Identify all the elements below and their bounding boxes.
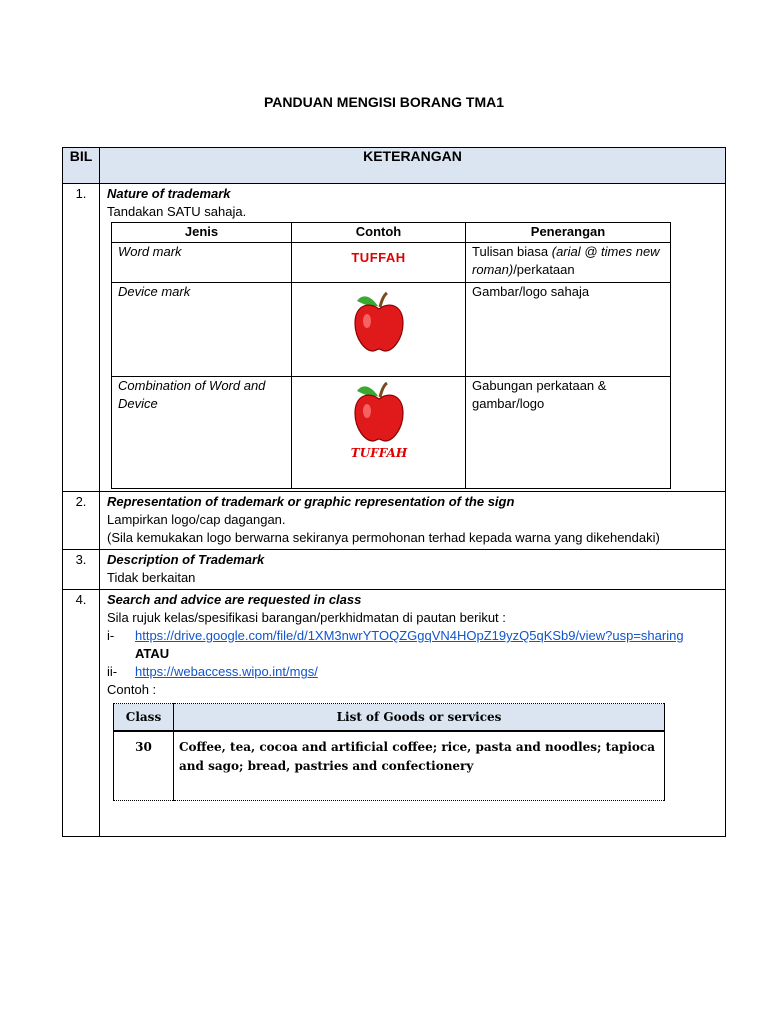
row-text-1: Lampirkan logo/cap dagangan. xyxy=(107,512,286,527)
jenis-combination: Combination of Word and Device xyxy=(112,377,292,489)
row-2-content xyxy=(100,492,726,550)
col-goods: List of Goods or services xyxy=(174,704,665,732)
trademark-types-table xyxy=(111,222,671,489)
spacer xyxy=(107,645,135,663)
row-4 xyxy=(63,590,726,837)
row-intro: Sila rujuk kelas/spesifikasi barangan/perkhidmatan di pautan berikut : xyxy=(107,610,506,625)
row-1-content xyxy=(100,184,726,492)
col-jenis: Jenis xyxy=(112,223,292,243)
goods-table xyxy=(113,703,665,801)
row-number: 3. xyxy=(63,550,100,590)
jenis-word-mark: Word mark xyxy=(112,243,292,283)
penerangan-word-mark xyxy=(466,243,671,283)
header-bil: BIL xyxy=(63,148,100,184)
penerangan-device-mark: Gambar/logo sahaja xyxy=(466,283,671,377)
device-mark-example xyxy=(292,283,466,377)
list-marker: i- xyxy=(107,628,115,643)
goods-text: Coffee, tea, cocoa and artificial coffee; rice, pasta and noodles; tapioca and sago; bread, pastries and confectionery xyxy=(174,731,665,801)
link-item-2 xyxy=(107,663,725,681)
row-2 xyxy=(63,492,726,550)
penerangan-combination: Gabungan perkataan & gambar/logo xyxy=(466,377,671,489)
pen-text-end: /perkataan xyxy=(513,262,575,277)
col-penerangan: Penerangan xyxy=(466,223,671,243)
apple-icon xyxy=(351,289,407,355)
row-text-2: (Sila kemukakan logo berwarna sekiranya permohonan terhad kepada warna yang dikehendaki) xyxy=(107,530,660,545)
row-3 xyxy=(63,550,726,590)
pen-text: Tulisan biasa xyxy=(472,244,552,259)
row-subtext: Tandakan SATU sahaja. xyxy=(107,204,247,219)
word-mark-example: TUFFAH xyxy=(292,243,466,283)
row-text: Tidak berkaitan xyxy=(107,570,196,585)
row-heading: Description of Trademark xyxy=(107,552,265,567)
col-class: Class xyxy=(114,704,174,732)
drive-link[interactable]: https://drive.google.com/file/d/1XM3nwrYTOQZGgqVN4HOpZ19yzQ5qKSb9/view?usp=sharing xyxy=(135,628,684,643)
combination-example xyxy=(292,377,466,489)
header-row xyxy=(63,148,726,184)
row-heading: Representation of trademark or graphic representation of the sign xyxy=(107,494,515,509)
col-contoh: Contoh xyxy=(292,223,466,243)
wipo-link[interactable]: https://webaccess.wipo.int/mgs/ xyxy=(135,664,318,679)
row-heading: Search and advice are requested in class xyxy=(107,592,362,607)
row-1 xyxy=(63,184,726,492)
row-number: 2. xyxy=(63,492,100,550)
page-title: PANDUAN MENGISI BORANG TMA1 xyxy=(263,94,505,110)
atau-line xyxy=(107,645,725,663)
logo-text: TUFFAH xyxy=(350,446,407,460)
row-number: 1. xyxy=(63,184,100,492)
apple-with-text-logo xyxy=(344,379,414,469)
pen-italic: (arial @ times new roman) xyxy=(472,244,660,277)
guide-table xyxy=(62,147,726,837)
atau-text: ATAU xyxy=(135,646,170,661)
list-marker: ii- xyxy=(107,664,118,679)
class-number: 30 xyxy=(114,731,174,801)
header-keterangan: KETERANGAN xyxy=(100,148,726,184)
row-number: 4. xyxy=(63,590,100,837)
row-heading: Nature of trademark xyxy=(107,186,231,201)
jenis-device-mark: Device mark xyxy=(112,283,292,377)
row-3-content xyxy=(100,550,726,590)
row-4-content xyxy=(100,590,726,837)
contoh-label: Contoh : xyxy=(107,682,157,697)
link-item-1 xyxy=(107,627,725,645)
